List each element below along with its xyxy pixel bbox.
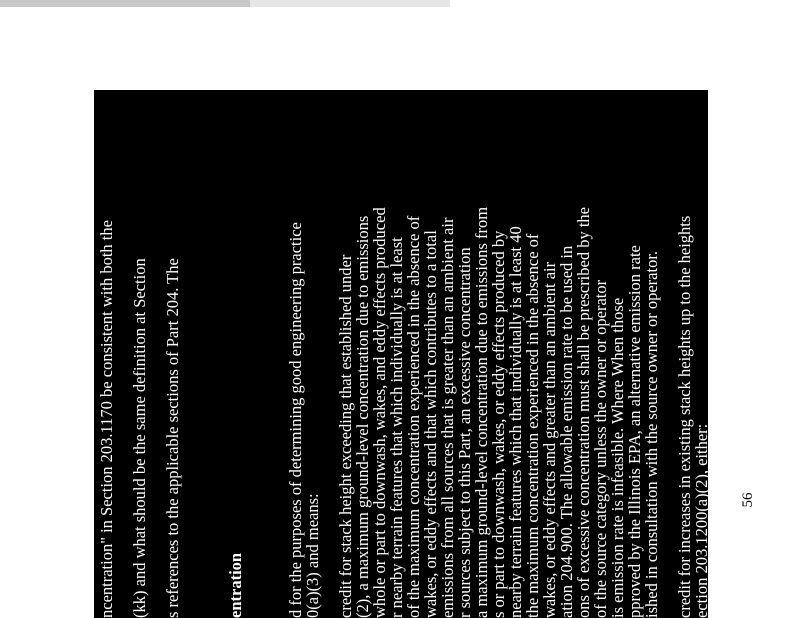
top-strip-segment	[250, 0, 450, 7]
page-number: 56	[740, 492, 756, 508]
text-line: wakes, or eddy effects and greater than an ambient air	[540, 261, 559, 618]
text-line: the maximum concentration experienced in the absence of	[523, 233, 542, 618]
text-line: of the maximum concentration experienced in the absence of	[404, 215, 423, 618]
text-line: ncentration" in Section 203.1170 be consistent with both the	[97, 220, 116, 618]
text-line: ection 203.1200(a)(2), either:	[692, 423, 711, 618]
text-line: ished in consultation with the source owner or operator.	[642, 250, 661, 618]
text-line: ation 204.900. The allowable emission rate to be used in	[557, 245, 576, 618]
rotated-text-area	[94, 90, 711, 618]
scanned-document-panel	[94, 90, 711, 618]
text-line: r nearby terrain features that which individually is at least	[387, 237, 406, 618]
text-line: of the source category unless the owner or operator	[591, 279, 610, 618]
top-strip-segment	[0, 0, 250, 7]
text-line: ons of excessive concentration must shall be prescribed by the	[574, 206, 593, 618]
text-line: nearby terrain features which that individually is at least 40	[506, 226, 525, 618]
text-line: (kk) and what should be the same definition at Section	[130, 258, 149, 618]
text-line: (2), a maximum ground-level concentration due to emissions	[353, 215, 372, 618]
text-line: is emission rate is infeasible. Where When those	[608, 297, 627, 618]
section-heading: entration	[226, 552, 245, 618]
text-line: 0(a)(3) and means:	[303, 493, 322, 618]
text-line: s references to the applicable sections of Part 204. The	[163, 258, 182, 618]
text-line: wakes, or eddy effects and that which contributes to a total	[421, 230, 440, 618]
text-line: d for the purposes of determining good engineering practice	[286, 222, 305, 618]
text-line: emissions from all sources that is greater than an ambient air	[438, 217, 457, 618]
text-line: credit for stack height exceeding that established under	[336, 254, 355, 618]
text-line: s or part to downwash, wakes, or eddy effects produced by	[489, 230, 508, 618]
text-line: whole or part to downwash, wakes, and eddy effects produced	[370, 207, 389, 618]
text-line: pproved by the Illinois EPA, an alternative emission rate	[625, 245, 644, 618]
text-line: credit for increases in existing stack heights up to the heights	[675, 215, 694, 618]
top-strip	[0, 0, 800, 16]
text-line: a maximum ground-level concentration due to emissions from	[472, 206, 491, 618]
text-line: r sources subject to this Part, an excessive concentration	[455, 247, 474, 618]
